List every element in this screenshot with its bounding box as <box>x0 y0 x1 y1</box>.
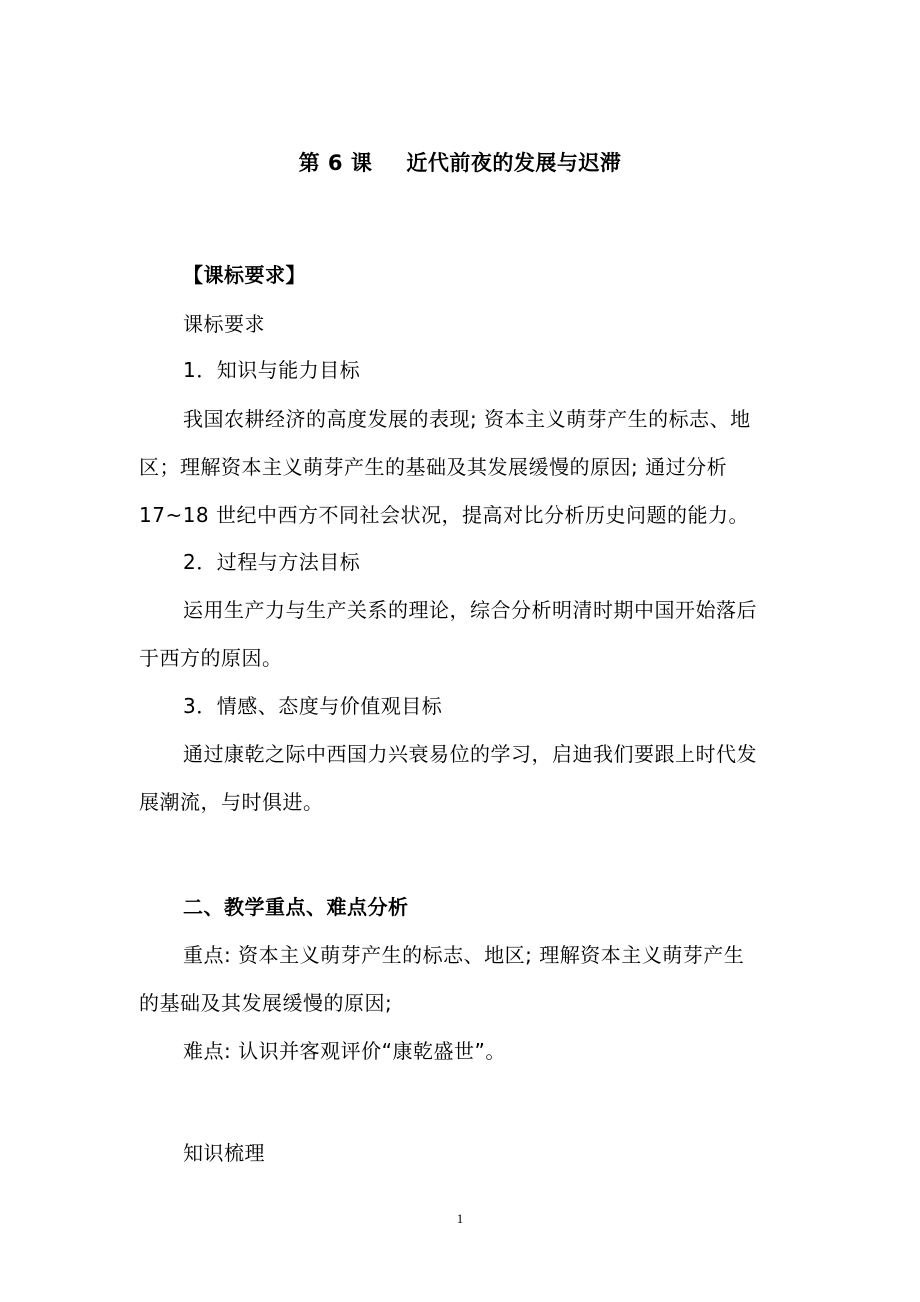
lesson-number: 第 6 课 <box>298 151 373 175</box>
page-number: 1 <box>456 1211 464 1226</box>
key-point-line-1: 重点: 资本主义萌芽产生的标志、地区; 理解资本主义萌芽产生 <box>183 943 745 967</box>
lesson-title <box>0 150 920 176</box>
difficulty-line: 难点: 认识并客观评价“康乾盛世”。 <box>183 1039 506 1063</box>
goal2-title: 2．过程与方法目标 <box>183 550 361 574</box>
goal1-line-1: 我国农耕经济的高度发展的表现; 资本主义萌芽产生的标志、地 <box>183 407 751 431</box>
curriculum-heading: 【课标要求】 <box>183 263 306 287</box>
curriculum-subheading: 课标要求 <box>183 312 265 336</box>
goal1-title: 1．知识与能力目标 <box>183 358 361 382</box>
goal1-line-3: 17~18 世纪中西方不同社会状况，提高对比分析历史问题的能力。 <box>139 503 750 527</box>
goal2-line-1: 运用生产力与生产关系的理论，综合分析明清时期中国开始落后 <box>183 598 757 622</box>
knowledge-review-heading: 知识梳理 <box>183 1141 265 1165</box>
lesson-name: 近代前夜的发展与迟滞 <box>406 151 622 175</box>
goal1-line-2: 区；理解资本主义萌芽产生的基础及其发展缓慢的原因; 通过分析 <box>139 455 728 479</box>
goal3-line-2: 展潮流，与时俱进。 <box>139 790 324 814</box>
goal3-title: 3．情感、态度与价值观目标 <box>183 694 443 718</box>
key-points-heading: 二、教学重点、难点分析 <box>183 895 409 919</box>
goal2-line-2: 于西方的原因。 <box>139 646 283 670</box>
goal3-line-1: 通过康乾之际中西国力兴衰易位的学习，启迪我们要跟上时代发 <box>183 742 757 766</box>
key-point-line-2: 的基础及其发展缓慢的原因; <box>139 991 393 1015</box>
